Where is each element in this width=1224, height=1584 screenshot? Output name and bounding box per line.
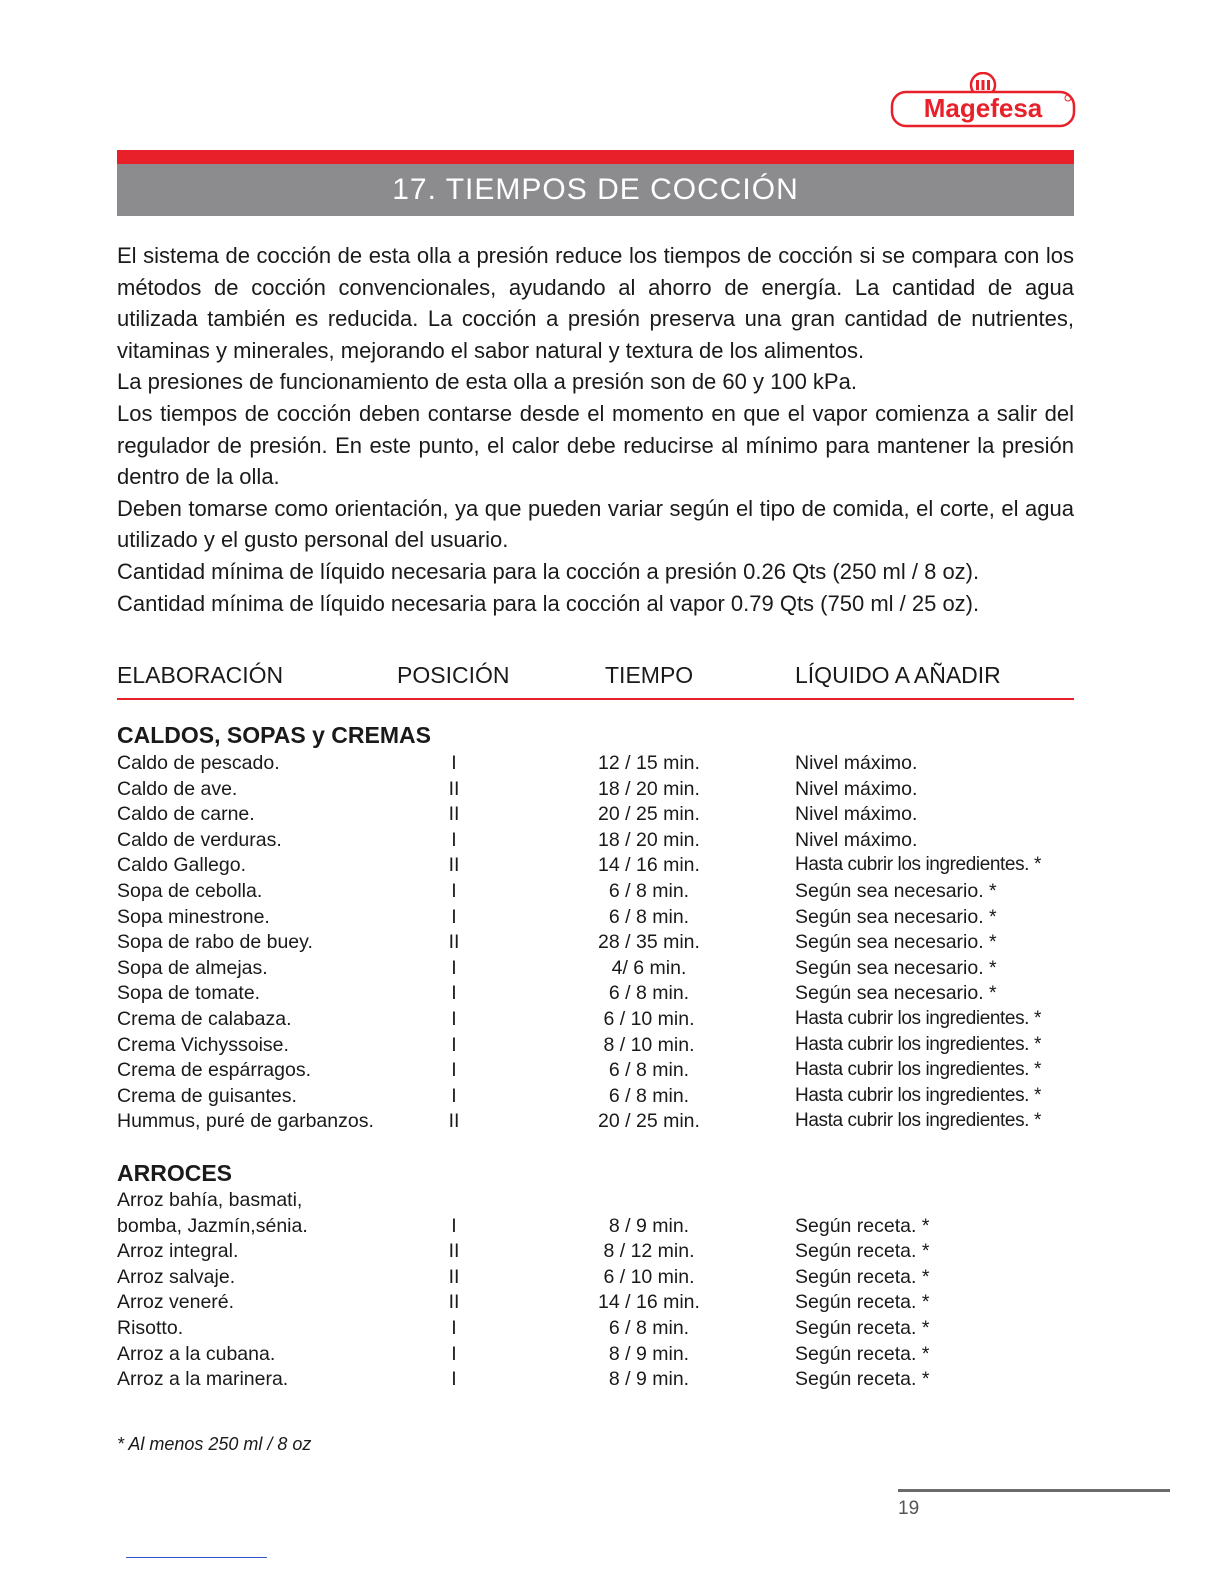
dish-name: Crema de espárragos. xyxy=(117,1059,312,1082)
time-value: 6 / 8 min. xyxy=(608,1316,690,1339)
liquid-value: Según receta. * xyxy=(795,1240,930,1263)
position-value: II xyxy=(448,854,460,877)
table-row xyxy=(117,931,1074,957)
time-value: 6 / 8 min. xyxy=(608,1059,690,1082)
table-row xyxy=(117,854,1074,880)
dish-name: Caldo Gallego. xyxy=(117,854,246,877)
liquid-value: Según receta. * xyxy=(795,1265,930,1288)
section-header xyxy=(117,150,1074,216)
section-rows-arroces xyxy=(117,1189,1074,1394)
liquid-value: Hasta cubrir los ingredientes. * xyxy=(795,1007,1041,1029)
liquid-value: Hasta cubrir los ingredientes. * xyxy=(795,1059,1041,1081)
dish-name: Arroz veneré. xyxy=(117,1291,235,1314)
liquid-value: Hasta cubrir los ingredientes. * xyxy=(795,854,1041,876)
time-value: 6 / 10 min. xyxy=(603,1265,695,1288)
position-value: I xyxy=(451,1214,457,1237)
liquid-value: Según receta. * xyxy=(795,1291,930,1314)
time-value: 28 / 35 min. xyxy=(598,931,700,954)
position-value: I xyxy=(451,1368,457,1391)
table-row xyxy=(117,1008,1074,1034)
table-row xyxy=(117,982,1074,1008)
liquid-value: Hasta cubrir los ingredientes. * xyxy=(795,1033,1041,1055)
time-value: 18 / 20 min. xyxy=(598,828,700,851)
intro-paragraph: El sistema de cocción de esta olla a presión reduce los tiempos de cocción si se compara con los métodos de cocción convencionales, ayudando al ahorro de energía. La cantidad de agua utilizada también es reducida. La cocción a presión preserva una gran cantidad de nutrientes, vitaminas y minerales, mejorando el sabor natural y textura de los alimentos. xyxy=(117,243,1074,363)
dish-name: Caldo de verduras. xyxy=(117,828,282,851)
position-value: I xyxy=(451,1059,457,1082)
position-value: II xyxy=(448,1240,460,1263)
time-value: 20 / 25 min. xyxy=(598,1110,700,1133)
time-value: 18 / 20 min. xyxy=(598,777,700,800)
intro-paragraph: La presiones de funcionamiento de esta olla a presión son de 60 y 100 kPa. xyxy=(117,369,857,395)
footnote: * Al menos 250 ml / 8 oz xyxy=(117,1434,312,1454)
liquid-value: Según sea necesario. * xyxy=(795,905,997,928)
liquid-value: Según receta. * xyxy=(795,1316,930,1339)
liquid-value: Según sea necesario. * xyxy=(795,956,997,979)
dish-name: Crema Vichyssoise. xyxy=(117,1033,289,1056)
liquid-value: Según sea necesario. * xyxy=(795,982,997,1005)
position-value: II xyxy=(448,1110,460,1133)
time-value: 8 / 10 min. xyxy=(603,1033,695,1056)
dish-name: Arroz a la marinera. xyxy=(117,1368,289,1391)
position-value: I xyxy=(451,828,457,851)
position-value: II xyxy=(448,1265,460,1288)
position-value: II xyxy=(448,1291,460,1314)
time-value: 6 / 8 min. xyxy=(608,1084,690,1107)
dish-name: Caldo de carne. xyxy=(117,803,255,826)
time-value: 6 / 10 min. xyxy=(603,1007,695,1030)
table-row xyxy=(117,778,1074,804)
intro-paragraph: Deben tomarse como orientación, ya que pueden variar según el tipo de comida, el corte, el agua utilizado y el gusto personal del usuario. xyxy=(117,495,1074,553)
header-tiempo: TIEMPO xyxy=(605,662,694,688)
table-row xyxy=(117,1266,1074,1292)
time-value: 14 / 16 min. xyxy=(598,854,700,877)
dish-name: Arroz salvaje. xyxy=(117,1265,236,1288)
position-value: I xyxy=(451,1342,457,1365)
section-title-arroces: ARROCES xyxy=(117,1160,233,1186)
intro-paragraph: Los tiempos de cocción deben contarse desde el momento en que el vapor comienza a salir del regulador de presión. En este punto, el calor debe reducirse al mínimo para mantener la presión dentro de la olla. xyxy=(117,400,1074,490)
liquid-value: Nivel máximo. xyxy=(795,752,918,774)
page-number: 19 xyxy=(898,1498,920,1519)
table-row xyxy=(117,829,1074,855)
header-elaboracion: ELABORACIÓN xyxy=(117,662,284,688)
table-row xyxy=(117,880,1074,906)
position-value: II xyxy=(448,777,460,800)
time-value: 8 / 12 min. xyxy=(603,1240,695,1263)
header-grey-bar xyxy=(117,164,1074,216)
section-rows-caldos xyxy=(117,752,1074,1136)
time-value: 20 / 25 min. xyxy=(598,803,700,826)
table-row xyxy=(117,752,1074,778)
dish-name: Sopa de cebolla. xyxy=(117,879,263,902)
table-row xyxy=(117,1240,1074,1266)
dish-name: Caldo de ave. xyxy=(117,777,238,800)
time-value: 6 / 8 min. xyxy=(608,905,690,928)
table-row xyxy=(117,1215,1074,1241)
table-row xyxy=(117,957,1074,983)
dish-name: Risotto. xyxy=(117,1316,184,1339)
time-value: 8 / 9 min. xyxy=(608,1368,690,1391)
liquid-value: Según sea necesario. * xyxy=(795,879,997,902)
position-value: I xyxy=(451,905,457,928)
table-row xyxy=(117,1343,1074,1369)
liquid-value: Nivel máximo. xyxy=(795,828,918,851)
dish-name: Arroz a la cubana. xyxy=(117,1342,276,1365)
table-row xyxy=(117,1317,1074,1343)
dish-name: Arroz integral. xyxy=(117,1240,239,1263)
dish-name: bomba, Jazmín,sénia. xyxy=(117,1214,308,1237)
table-row xyxy=(117,906,1074,932)
header-red-stripe xyxy=(117,150,1074,164)
table-row xyxy=(117,1059,1074,1085)
table-header xyxy=(117,660,1074,700)
bottom-underline xyxy=(126,1557,267,1558)
liquid-value: Según receta. * xyxy=(795,1368,930,1391)
dish-name: Sopa de tomate. xyxy=(117,982,261,1005)
table-row xyxy=(117,803,1074,829)
dish-name: Sopa minestrone. xyxy=(117,905,270,928)
page-title: 17. TIEMPOS DE COCCIÓN xyxy=(392,173,799,206)
magefesa-logo xyxy=(890,72,1076,130)
table-row xyxy=(117,1368,1074,1394)
dish-name: Sopa de almejas. xyxy=(117,956,268,979)
liquid-value: Según receta. * xyxy=(795,1214,930,1237)
dish-name: Caldo de pescado. xyxy=(117,752,280,774)
position-value: I xyxy=(451,1084,457,1107)
table-row xyxy=(117,1034,1074,1060)
svg-text:Magefesa: Magefesa xyxy=(923,93,1043,123)
position-value: I xyxy=(451,752,457,774)
time-value: 12 / 15 min. xyxy=(598,752,700,774)
table-row xyxy=(117,1189,1074,1215)
liquid-value: Nivel máximo. xyxy=(795,777,918,800)
position-value: II xyxy=(448,803,460,826)
table-row xyxy=(117,1110,1074,1136)
intro-paragraph: Cantidad mínima de líquido necesaria para la cocción al vapor 0.79 Qts (750 ml / 25 oz). xyxy=(117,590,980,616)
dish-name: Crema de guisantes. xyxy=(117,1084,297,1107)
header-posicion: POSICIÓN xyxy=(397,662,510,688)
section-title-caldos: CALDOS, SOPAS y CREMAS xyxy=(117,722,431,748)
position-value: I xyxy=(451,1007,457,1030)
time-value: 4/ 6 min. xyxy=(611,956,687,979)
time-value: 6 / 8 min. xyxy=(608,879,690,902)
liquid-value: Nivel máximo. xyxy=(795,803,918,826)
intro-text xyxy=(117,240,1074,619)
position-value: I xyxy=(451,1316,457,1339)
position-value: I xyxy=(451,1033,457,1056)
time-value: 8 / 9 min. xyxy=(608,1342,690,1365)
table-row xyxy=(117,1291,1074,1317)
intro-paragraph: Cantidad mínima de líquido necesaria para la cocción a presión 0.26 Qts (250 ml / 8 oz). xyxy=(117,558,980,584)
liquid-value: Según sea necesario. * xyxy=(795,931,997,954)
table-row xyxy=(117,1085,1074,1111)
time-value: 8 / 9 min. xyxy=(608,1214,690,1237)
dish-name: Arroz bahía, basmati, xyxy=(117,1189,303,1211)
time-value: 6 / 8 min. xyxy=(608,982,690,1005)
time-value: 14 / 16 min. xyxy=(598,1291,700,1314)
liquid-value: Hasta cubrir los ingredientes. * xyxy=(795,1084,1041,1106)
liquid-value: Según receta. * xyxy=(795,1342,930,1365)
dish-name: Sopa de rabo de buey. xyxy=(117,931,313,954)
header-liquido: LÍQUIDO A AÑADIR xyxy=(795,662,1001,688)
position-value: I xyxy=(451,956,457,979)
position-value: II xyxy=(448,931,460,954)
position-value: I xyxy=(451,982,457,1005)
dish-name: Crema de calabaza. xyxy=(117,1007,292,1030)
liquid-value: Hasta cubrir los ingredientes. * xyxy=(795,1110,1041,1132)
position-value: I xyxy=(451,879,457,902)
dish-name: Hummus, puré de garbanzos. xyxy=(117,1110,374,1133)
page-number-rule xyxy=(898,1489,1170,1492)
